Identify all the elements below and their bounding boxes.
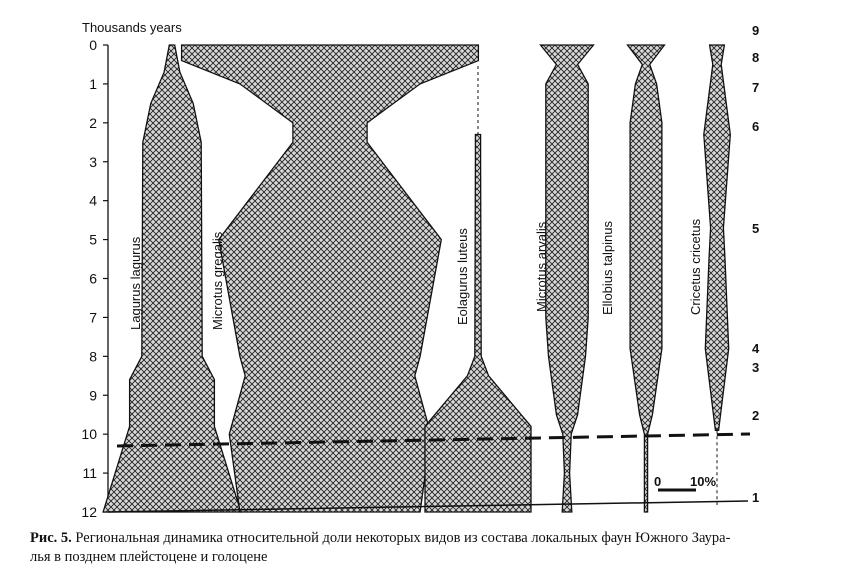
scale-start-label: 0	[654, 474, 662, 489]
y-tick-label: 11	[82, 465, 97, 482]
spindle-ellobius-talpinus	[628, 45, 665, 512]
y-tick-label: 7	[89, 309, 97, 326]
y-tick-label: 5	[89, 231, 97, 248]
zone-label: 9	[752, 23, 760, 38]
y-tick-label: 10	[81, 426, 97, 443]
zone-label: 6	[752, 119, 760, 134]
species-label: Ellobius talpinus	[600, 221, 615, 315]
figure-caption	[30, 529, 850, 567]
zone-label: 7	[752, 80, 760, 95]
zone-label: 5	[752, 221, 760, 236]
y-tick-label: 12	[81, 504, 97, 520]
zone-label: 4	[752, 341, 760, 356]
y-tick-label: 8	[89, 348, 97, 365]
y-tick-label: 6	[89, 270, 97, 287]
scale-bar	[654, 474, 716, 490]
spindle-series	[103, 45, 730, 512]
species-label: Cricetus cricetus	[688, 218, 703, 315]
spindle-eolagurus-luteus	[425, 135, 531, 513]
zone-label: 1	[752, 490, 760, 505]
y-tick-label: 3	[89, 153, 97, 170]
zone-label: 2	[752, 408, 760, 423]
scale-end-label: 10%	[690, 474, 717, 489]
zone-label: 8	[752, 50, 760, 65]
spindle-cricetus-cricetus	[704, 45, 731, 430]
species-label: Microtus gregalis	[210, 231, 225, 330]
y-axis	[81, 37, 108, 520]
y-tick-label: 1	[89, 75, 97, 92]
y-tick-label: 2	[89, 114, 97, 131]
y-tick-label: 9	[89, 387, 97, 404]
species-label: Eolagurus luteus	[455, 228, 470, 325]
y-tick-label: 4	[89, 192, 97, 209]
figure-number: Рис. 5.	[30, 530, 72, 546]
species-label: Lagurus lagurus	[128, 236, 143, 330]
caption-line-1: Региональная динамика относительной доли некоторых видов из состава локальных фаун Южного Заура-	[75, 530, 731, 546]
species-label: Microtus arvalis	[534, 221, 549, 312]
zone-label: 3	[752, 360, 760, 375]
caption-line-2: лья в позднем плейстоцене и голоцене	[30, 549, 268, 565]
y-tick-label: 0	[89, 37, 97, 53]
y-axis-title: Thousands years	[82, 20, 182, 35]
zone-labels	[752, 23, 760, 505]
